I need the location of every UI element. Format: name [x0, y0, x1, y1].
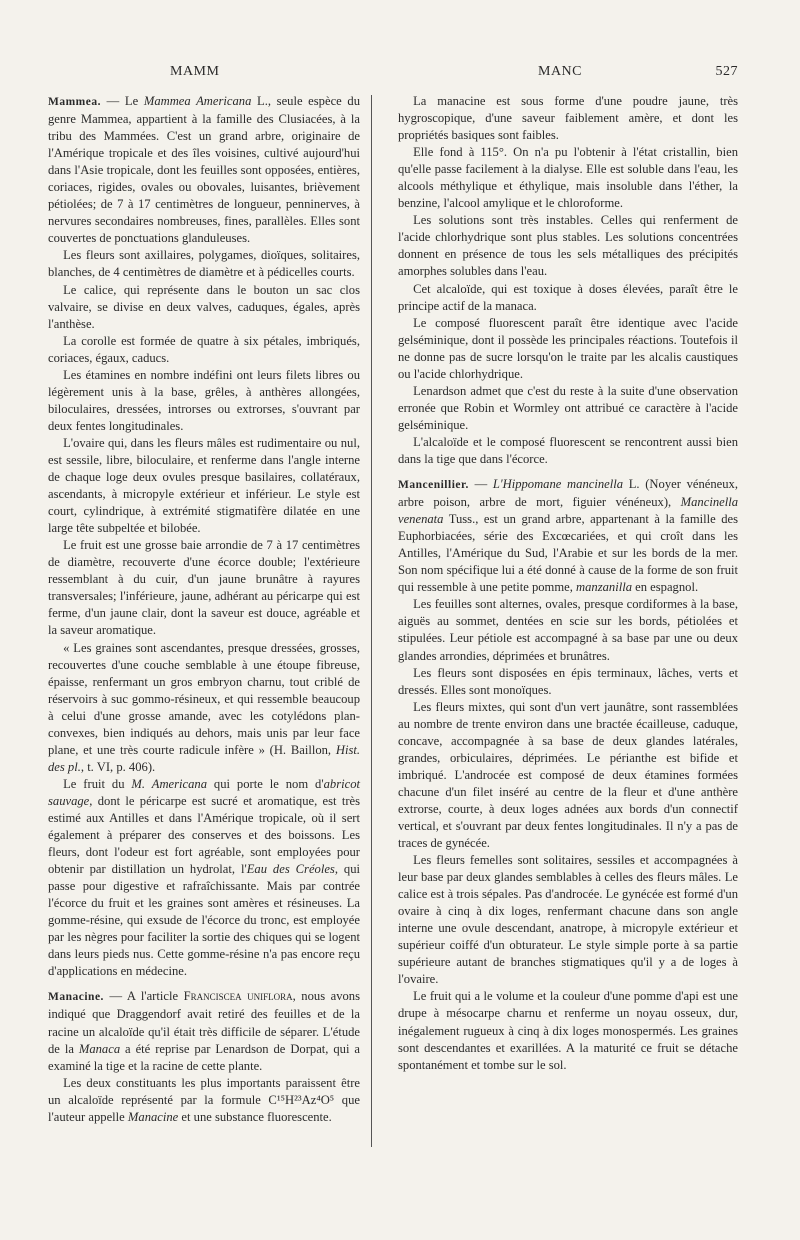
paragraph: Le composé fluorescent paraît être identique avec l'acide gelséminique, dont il possède les principales réactions. Toutefois il ne donne pas de sucre lorsqu'on le traite par les alcalis caustiques ou l'acide chlorhydrique. [398, 315, 738, 381]
entry-text: L., seule espèce du genre Mammea, appartient à la famille des Clusiacées, à la tribu des Mammées. C'est un grand arbre, originaire de l'Amérique tropicale et des îles voisines, cultivé aujourd'hui dans l'Asie tropicale, dont les feuilles sont opposées, entières, coriaces, rigides, ovales ou obovales, luisantes, brièvement pétiolées; de 7 à 17 centimètres de longueur, penninerves, à nervures secondaires nombreuses, fines, parallèles. Elles sont couvertes de ponctuations glanduleuses. [48, 94, 360, 246]
paragraph: Elle fond à 115°. On n'a pu l'obtenir à l'état cristallin, bien qu'elle passe facilement à la dialyse. Elle est soluble dans l'eau, les alcools méthylique et éthylique, mais insoluble dans l'éther, la benzine, l'alcool amylique et le chloroforme. [398, 145, 738, 211]
entry-manacine [48, 988, 360, 1074]
paragraph: La manacine est sous forme d'une poudre jaune, très hygroscopique, d'une saveur faiblement amère, et dont les propriétés basiques sont faibles. [398, 94, 738, 143]
species-name: Mammea Americana [143, 94, 252, 108]
left-column [48, 93, 360, 1126]
text: , dont le péricarpe est sucré et aromatique, est très estimé aux Antilles et dans l'Amérique tropicale, où il sert également à préparer des conserves et des boissons. Les fleurs, dont l'odeur est fort agréable, sont employées pour obtenir par distillation un hydrolat, l' [48, 793, 360, 877]
text: et une substance fluorescente. [178, 1109, 332, 1124]
paragraph: Le fruit qui a le volume et la couleur d'une pomme d'api est une drupe à mésocarpe charnu et renferme un noyau osseux, dur, inégalement rugueux à cinq à dix loges monospermés. Les graines sont descendantes et exarillées. A la maturité ce fruit se détache spontanément et tombe sur le sol. [398, 989, 738, 1072]
synonym-name: Mancinella venenata [398, 495, 738, 527]
text: — [468, 477, 493, 492]
paragraph [48, 640, 360, 776]
text: , nous avons indiqué que Draggendorf avait retiré des feuilles et de la racine un alcaloïde qu'il était très difficile de séparer. L'étude de la [48, 989, 360, 1056]
entry-text: — Le [101, 94, 144, 108]
paragraph: Les solutions sont très instables. Celles qui renferment de l'acide chlorhydrique sont plus stables. Les solutions concentrées donnent en présence de tous les sels métalliques des précipités amorphes solubles dans l'eau. [398, 213, 738, 279]
text: a été reprise par Lenardson de Dorpat, qui a examiné la tige et la racine de cette plante. [48, 1041, 360, 1073]
column-divider [371, 95, 372, 1147]
right-column [398, 93, 738, 1074]
cross-reference: Franciscea uniflora [183, 989, 293, 1004]
text: L. (Noyer vénéneux, arbre poison, arbre de mort, figuier vénéneux), [398, 477, 738, 510]
plant-name: Manaca [78, 1041, 121, 1056]
paragraph: Le fruit est une grosse baie arrondie de 7 à 17 centimètres de diamètre, recouverte d'une écorce double; l'extérieure ressemblant à du cuir, d'un jaune brunâtre à rayures transversales; l'inférieure, jaune, adhérant au péricarpe qui est ferme, d'un jaune clair, dont la saveur est douce, agréable et la saveur aromatique. [48, 538, 360, 638]
text: Le fruit du [63, 776, 132, 791]
text: Tuss., est un grand arbre, appartenant à la famille des Euphorbiacées, série des Excœcariées, et qui croît dans les Antilles, l'Amérique du Sud, l'Arabie et sur les bords de la mer. Son nom spécifique lui a été donné à cause de la forme de son fruit qui ressemble à une petite pomme, [398, 512, 738, 595]
paragraph: Lenardson admet que c'est du reste à la suite d'une observation erronée que Robin et Wormley ont attribué ce caractère à l'acide gelséminique. [398, 383, 738, 432]
paragraph: Les fleurs mixtes, qui sont d'un vert jaunâtre, sont rassemblées au nombre de trente environ dans une bractée écailleuse, caduque, concave, accompagnée à sa base de deux glandes latérales, grandes, orbiculaires, déprimées. Le périanthe est bifide et imbriqué. L'androcée est composé de deux étamines formées chacune d'un filet inséré au centre de la fleur et d'une anthère extrorse, courte, à deux loges adnées aux bords d'un connectif vertical, et s'ouvrant par deux fentes longitudinales. Il n'y a pas de traces de gynécée. [398, 699, 738, 851]
entry-headword: Mancenillier. [398, 479, 469, 492]
paragraph [48, 776, 360, 981]
paragraph: Les fleurs sont axillaires, polygames, dioïques, solitaires, blanches, de 4 centimètres de diamètre et à pédicelles courts. [48, 248, 360, 280]
paragraph: L'alcaloïde et le composé fluorescent se rencontrent aussi bien dans la tige que dans l'écorce. [398, 434, 738, 466]
citation-title: Hist. des pl. [48, 742, 360, 774]
page-number: 527 [715, 64, 738, 79]
text: , qui passe pour digestive et rafraîchissante. Mais par contrée l'écorce du fruit et les graines sont amères et résineuses. La gomme-résine, qui exsude de l'écorce du tronc, est employée par les nègres pour faciliter la sortie des chiques qui se logent dans leurs pieds nus. Cette gomme-résine n'a pas encore reçu d'applications en médecine. [48, 862, 360, 979]
text: qui porte le nom d' [207, 776, 324, 791]
citation-ref: , t. VI, p. 406). [80, 759, 156, 774]
running-header-left: MAMM [170, 64, 220, 79]
compound-name: Manacine [127, 1109, 179, 1124]
common-name: abricot sauvage [48, 776, 360, 808]
text: Les deux constituants les plus importants paraissent être un alcaloïde représenté par la formule C¹⁵H²³Az⁴O⁵ que l'auteur appelle [48, 1075, 360, 1124]
paragraph: Le calice, qui représente dans le bouton un sac clos valvaire, se divise en deux valves, caduques, égales, après l'anthèse. [48, 282, 360, 331]
quote-text: « Les graines sont ascendantes, presque dressées, grosses, recouvertes d'une couche semblable à une étoupe fibreuse, épaisse, renfermant un gros embryon charnu, tout criblé de réservoirs à suc gommo-résineux, et qui ressemble beaucoup à celui d'une grosse amande, avec les cotylédons plan-convexes, bien indiqués au dehors, mais unis par leur face plane, et une très courte radicule infère » (H. Baillon, [48, 640, 360, 757]
paragraph: Les fleurs sont disposées en épis terminaux, lâches, verts et dressés. Elles sont monoïques. [398, 665, 738, 697]
entry-mammea [48, 93, 360, 247]
species-name: M. Americana [131, 776, 208, 791]
paragraph [48, 1075, 360, 1126]
paragraph: Les fleurs femelles sont solitaires, sessiles et accompagnées à leur base par deux glandes semblables à celles des fleurs mâles. Le calice est à trois sépales. Pas d'androcée. Le gynécée est formé d'un ovaire à cinq à dix loges, renfermant chacune dans son angle interne une ovule descendant, anatrope, à micropyle extérieur et supérieur coiffé d'un obturateur. Le style simple porte à sa partie supérieure autant de branches stigmatiques qu'il y a de loges à l'ovaire. [398, 853, 738, 987]
text: en espagnol. [632, 580, 699, 595]
text: — A l'article [103, 989, 184, 1004]
paragraph: La corolle est formée de quatre à six pétales, imbriqués, coriaces, égaux, caducs. [48, 333, 360, 365]
entry-headword: Manacine. [48, 991, 104, 1004]
species-name: L'Hippomane mancinella [492, 477, 624, 492]
paragraph: Les feuilles sont alternes, ovales, presque cordiformes à la base, aiguës au sommet, dentées en scie sur les bords, pétiolées et stipulées. Leur pétiole est accompagné à sa base par une ou deux glandes arrondies, déprimées et brunâtres. [398, 597, 738, 663]
running-header-center: MANC [538, 64, 583, 79]
entry-headword: Mammea. [48, 96, 101, 108]
entry-mancenillier [398, 476, 738, 596]
paragraph: L'ovaire qui, dans les fleurs mâles est rudimentaire ou nul, est sessile, libre, biloculaire, et renferme dans l'angle interne de chaque loge deux ovules presque basilaires, collatéraux, ascendants, à micropyle extérieur et inférieur. Le style est court, cylindrique, à extrémité stigmatifère dilatée en une large tête subpeltée et bilobée. [48, 435, 360, 536]
product-name: Eau des Créoles [246, 862, 335, 877]
paragraph: Les étamines en nombre indéfini ont leurs filets libres ou légèrement unis à la base, grêles, à anthères allongées, biloculaires, dressées, introrses ou extrorses, s'ouvrant par deux fentes longitudinales. [48, 367, 360, 433]
spanish-name: manzanilla [576, 580, 632, 595]
paragraph: Cet alcaloïde, qui est toxique à doses élevées, paraît être le principe actif de la manaca. [398, 281, 738, 313]
